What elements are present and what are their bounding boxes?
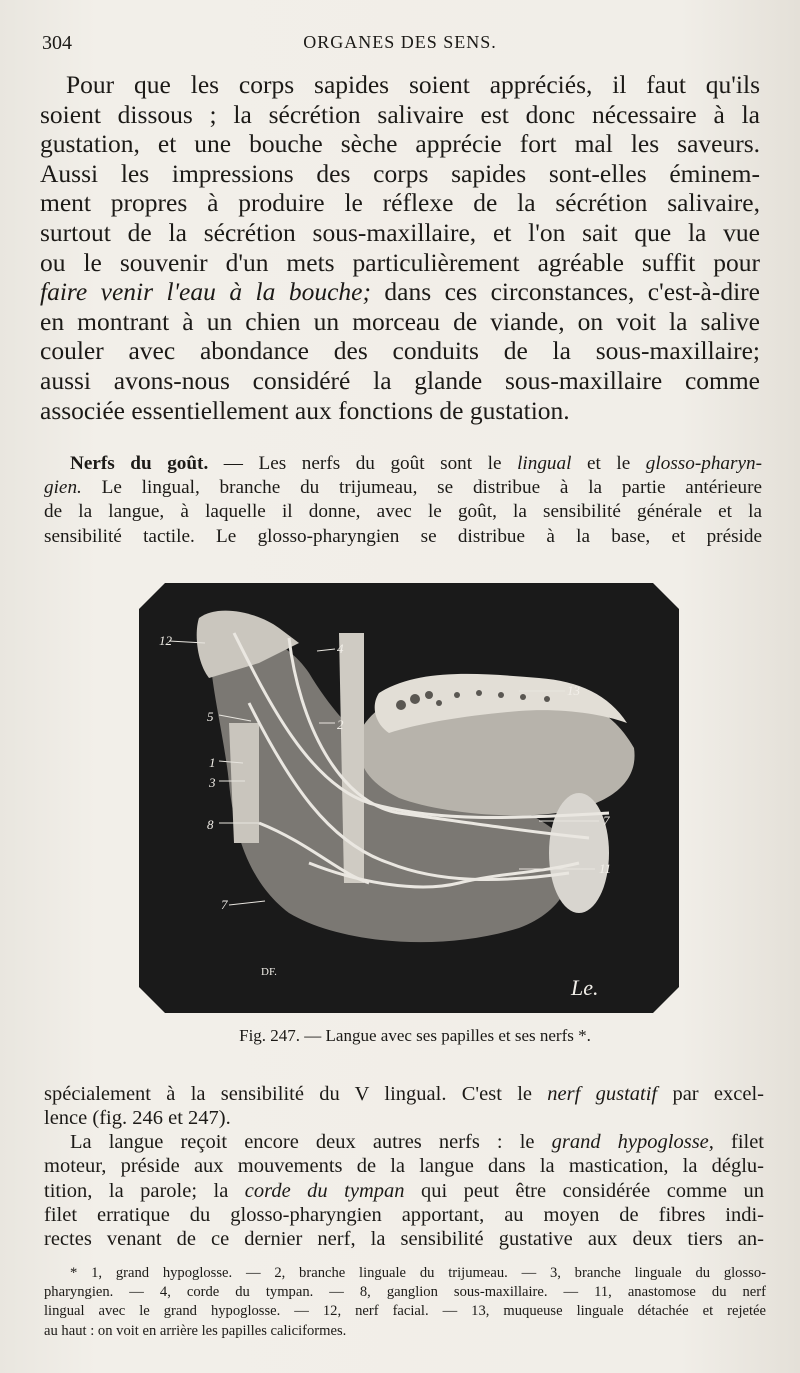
text-line: gustation, et une bouche sèche apprécie fort mal les saveurs. [40, 129, 760, 159]
label-1: 1 [209, 755, 216, 770]
text-line: sensibilité tactile. Le glosso-pharyngien se distribue à la base, et préside [44, 525, 762, 547]
text-line: associée essentiellement aux fonctions de gustation. [40, 395, 570, 425]
paragraph-saliva-gustation [40, 70, 760, 425]
text-line: ment propres à produire le réflexe de la sécrétion salivaire, [40, 188, 760, 218]
text-run: spécialement à la sensibilité du V lingual. C'est le [44, 1083, 548, 1105]
text-line [40, 277, 760, 307]
running-title: ORGANES DES SENS. [303, 32, 497, 52]
label-7-right: 7 [603, 813, 610, 828]
italic-term: corde du tympan [244, 1179, 405, 1202]
italic-term: nerf gustatif [547, 1083, 658, 1105]
italic-phrase: faire venir l'eau à la bouche; [40, 277, 371, 307]
engraving-plate [139, 583, 679, 1013]
text-run: qui peut être considérée comme un [404, 1179, 764, 1202]
page-number: 304 [42, 32, 72, 54]
text-line [44, 452, 762, 476]
text-line: moteur, préside aux mouvements de la langue dans la mastication, la déglu- [44, 1155, 764, 1178]
paragraph-nerf-gustatif [44, 1082, 764, 1131]
italic-term: gien. [44, 477, 82, 499]
section-cut [549, 793, 612, 913]
text-run: — Les nerfs du goût sont le [208, 453, 518, 474]
footnote-line: pharyngien. — 4, corde du tympan. — 8, ganglion sous-maxillaire. — 11, anastomose du nerf [44, 1284, 766, 1301]
paragraph-autres-nerfs [44, 1130, 764, 1251]
text-line: ou le souvenir d'un mets particulièrement agréable suffit pour [40, 247, 760, 277]
text-run: dans ces circonstances, c'est-à-dire [370, 277, 760, 307]
label-11: 11 [599, 861, 612, 876]
text-line: de la langue, à laquelle il donne, avec le goût, la sensibilité générale et la [44, 501, 762, 523]
section-heading: Nerfs du goût. [70, 453, 209, 474]
text-line: rectes venant de ce dernier nerf, la sensibilité gustative aux deux tiers an- [44, 1228, 764, 1251]
text-run: La langue reçoit encore deux autres nerfs : le [70, 1131, 552, 1153]
vessel-column [229, 723, 259, 843]
text-line: Pour que les corps sapides soient appréciés, il faut qu'ils [66, 70, 760, 99]
label-12: 12 [159, 633, 172, 648]
footnote-line: * 1, grand hypoglosse. — 2, branche linguale du trijumeau. — 3, branche linguale du glosso- [70, 1265, 766, 1281]
text-line [44, 1082, 764, 1106]
text-line: couler avec abondance des conduits de la sous-maxillaire; [40, 336, 760, 366]
footnote-line: lingual avec le grand hypoglosse. — 12, nerf facial. — 13, muqueuse linguale détachée et rejetée [44, 1303, 766, 1320]
text-line [44, 1179, 764, 1203]
text-run: filet [713, 1131, 765, 1153]
figure-tongue-engraving [139, 583, 679, 1013]
label-2: 2 [337, 717, 344, 732]
italic-term: glosso-pharyn- [645, 453, 762, 474]
label-3: 3 [209, 775, 216, 790]
footnote [44, 1264, 766, 1341]
text-line [44, 1130, 764, 1154]
text-line: aussi avons-nous considéré la glande sous-maxillaire comme [40, 365, 760, 395]
italic-term: grand hypoglosse, [551, 1131, 714, 1153]
text-line: surtout de la sécrétion sous-maxillaire, et l'on sait que la vue [40, 217, 760, 247]
italic-term: lingual [517, 453, 572, 474]
label-13: 13 [567, 683, 580, 698]
label-7-left: 7 [221, 897, 228, 912]
artist-monogram: Le. [571, 975, 599, 1000]
text-line: en montrant à un chien un morceau de viande, on voit la salive [40, 306, 760, 336]
text-run: tition, la parole; la [44, 1179, 245, 1202]
footnote-line: au haut : on voit en arrière les papilles caliciformes. [44, 1322, 347, 1339]
text-line: filet erratique du glosso-pharyngien apportant, au moyen de fibres indi- [44, 1203, 764, 1226]
engraver-initials: DF. [261, 966, 277, 978]
page-header [42, 32, 758, 60]
text-run: Le lingual, branche du trijumeau, se distribue à la partie antérieure [81, 477, 762, 499]
caption-text: Fig. 247. — Langue avec ses papilles et ses nerfs *. [239, 1026, 591, 1045]
text-line [44, 476, 762, 500]
label-8: 8 [207, 817, 214, 832]
label-5: 5 [207, 709, 214, 724]
text-line: soient dissous ; la sécrétion salivaire est donc nécessaire à la [40, 99, 760, 129]
text-run: par excel- [657, 1083, 764, 1105]
text-line: Aussi les impressions des corps sapides sont-elles éminem- [40, 158, 760, 188]
paragraph-nerfs-du-gout [44, 452, 762, 549]
figure-caption [0, 1026, 800, 1046]
text-line: lence (fig. 246 et 247). [44, 1107, 231, 1130]
label-4: 4 [337, 641, 344, 656]
text-run: et le [571, 453, 646, 474]
